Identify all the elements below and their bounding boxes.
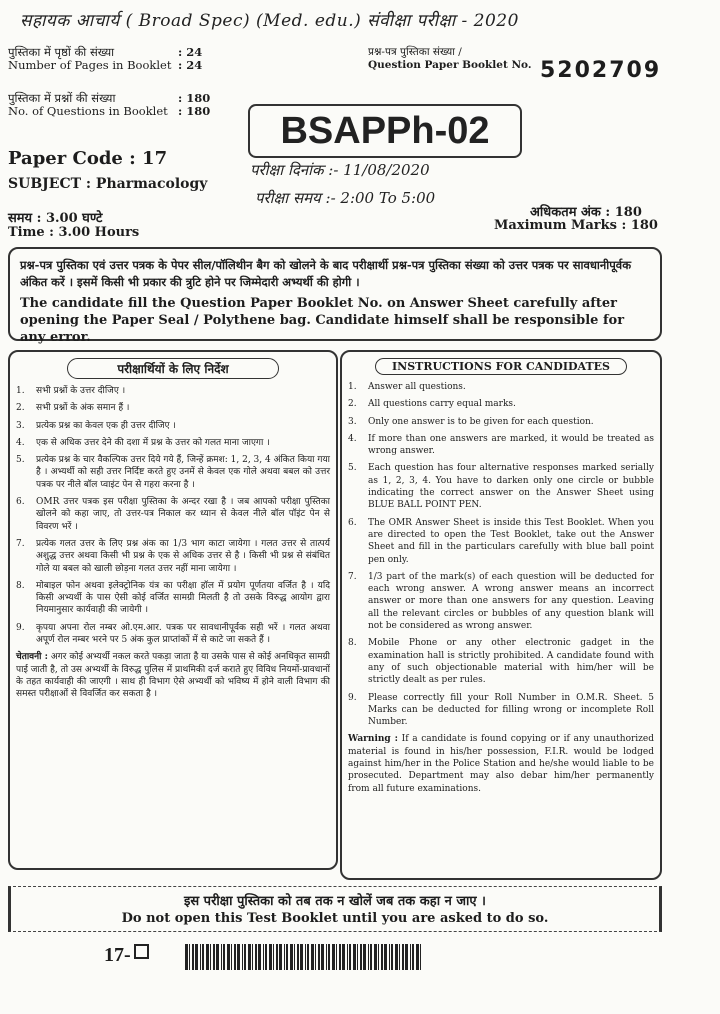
instruction-item bbox=[348, 398, 654, 410]
paper-code-box: BSAPPh-02 bbox=[248, 104, 522, 158]
questions-value-english: : 180 bbox=[178, 104, 211, 118]
instruction-item bbox=[16, 580, 330, 617]
pages-value: : 24 bbox=[178, 45, 203, 59]
questions-label-hindi: पुस्तिका में प्रश्नों की संख्या bbox=[8, 91, 116, 105]
instruction-item bbox=[16, 454, 330, 491]
instruction-item bbox=[16, 496, 330, 533]
hindi-warning-note bbox=[16, 651, 330, 700]
instruction-item bbox=[16, 420, 330, 432]
do-not-open-notice bbox=[8, 886, 662, 932]
item-text: The OMR Answer Sheet is inside this Test Booklet. When you are directed to open the Test Booklet, take out the Answer Sheet and fill in the particulars carefully with blue ball point pen only. bbox=[368, 517, 654, 565]
instruction-item bbox=[16, 538, 330, 575]
instruction-item bbox=[348, 416, 654, 428]
item-text: कृपया अपना रोल नम्बर ओ.एम.आर. पत्रक पर सावधानीपूर्वक सही भरें । गलत अथवा अपूर्ण रोल नम्बर भरने पर 5 अंक कुल प्राप्तांकों में से काटे जा सकते हैं । bbox=[36, 622, 330, 646]
item-text: Each question has four alternative responses marked serially as 1, 2, 3, 4. You have to darken only one circle or bubble indicating the correct answer on the Answer Sheet using BLUE BALL POINT PEN. bbox=[368, 463, 654, 511]
item-number: 8. bbox=[348, 638, 357, 649]
questions-value: : 180 bbox=[178, 91, 211, 105]
item-number: 7. bbox=[16, 538, 25, 549]
booklet-number-label bbox=[368, 46, 532, 72]
instruction-item bbox=[16, 402, 330, 414]
handwritten-title: सहायक आचार्य ( Broad Spec) (Med. edu.) संवीक्षा परीक्षा - 2020 bbox=[20, 11, 519, 31]
time-english: Time : 3.00 Hours bbox=[8, 225, 140, 240]
item-text: Only one answer is to be given for each question. bbox=[368, 416, 594, 427]
item-number: 3. bbox=[348, 416, 357, 427]
item-text: Please correctly fill your Roll Number in O.M.R. Sheet. 5 Marks can be deducted for filling wrong or incomplete Roll Number. bbox=[368, 692, 654, 728]
item-text: If more than one answers are marked, it would be treated as wrong answer. bbox=[368, 433, 654, 457]
item-number: 3. bbox=[16, 420, 25, 431]
do-not-open-hindi: इस परीक्षा पुस्तिका को तब तक न खोलें जब तक कहा न जाए । bbox=[183, 894, 486, 909]
handwritten-exam-time: परीक्षा समय :- 2:00 To 5:00 bbox=[255, 189, 436, 207]
instruction-item bbox=[348, 462, 654, 511]
instruction-item bbox=[348, 571, 654, 632]
item-text: Mobile Phone or any other electronic gadget in the examination hall is strictly prohibited. A candidate found with any of such objectionable material with him/her will be strictly dealt as per rules. bbox=[368, 638, 654, 686]
instruction-item bbox=[348, 692, 654, 729]
paper-code: Paper Code : 17 bbox=[8, 148, 168, 169]
english-instructions bbox=[340, 350, 662, 880]
item-number: 7. bbox=[348, 571, 357, 582]
instruction-item bbox=[348, 637, 654, 686]
item-number: 4. bbox=[16, 437, 25, 448]
item-text: प्रत्येक गलत उत्तर के लिए प्रश्न अंक का 1/3 भाग काटा जायेगा । गलत उत्तर से तात्पर्य अशुद्ध उत्तर अथवा किसी भी प्रश्न के एक से अधिक उत्तर से है । किसी भी प्रश्न से संबंधित गोले या बबल को खाली छोड़ना गलत उत्तर नहीं माना जायेगा । bbox=[36, 538, 330, 574]
instruction-item bbox=[348, 517, 654, 566]
instruction-item bbox=[348, 381, 654, 393]
item-text: एक से अधिक उत्तर देने की दशा में प्रश्न के उत्तर को गलत माना जाएगा । bbox=[36, 437, 270, 448]
note-lead: चेतावनी : bbox=[16, 652, 48, 663]
item-number: 2. bbox=[348, 399, 357, 410]
booklet-number-label-english: Question Paper Booklet No. bbox=[368, 59, 532, 71]
warning-english: The candidate fill the Question Paper Booklet No. on Answer Sheet carefully after opening the Paper Seal / Polythene bag. Candidate himself shall be responsible for any error. bbox=[20, 296, 625, 345]
instruction-item bbox=[348, 433, 654, 458]
hindi-instructions bbox=[8, 350, 338, 870]
item-text: प्रत्येक प्रश्न का केवल एक ही उत्तर दीजिए । bbox=[36, 420, 176, 431]
item-number: 6. bbox=[16, 497, 25, 508]
max-marks-hindi: अधिकतम अंक : 180 bbox=[530, 205, 642, 220]
item-text: Answer all questions. bbox=[368, 382, 466, 392]
note-text: If a candidate is found copying or if any unauthorized material is found in his/her possession, F.I.R. would be lodged against him/her in the Police Station and he/she would liable to be prosecuted. Department may also debar him/her permanently from all future examinations. bbox=[348, 734, 654, 794]
time-hindi: समय : 3.00 घण्टे bbox=[8, 211, 103, 226]
questions-count bbox=[8, 92, 248, 118]
booklet-warning-box bbox=[8, 247, 662, 345]
item-text: OMR उत्तर पत्रक इस परीक्षा पुस्तिका के अन्दर रखा है । जब आपको परीक्षा पुस्तिका खोलने को कहा जाए, तो उत्तर-पत्र निकाल कर ध्यान से केवल नीले बॉल पॉइंट पेन से विवरण भरें । bbox=[36, 497, 330, 532]
item-number: 6. bbox=[348, 517, 357, 528]
do-not-open-english: Do not open this Test Booklet until you are asked to do so. bbox=[121, 911, 549, 926]
hindi-instructions-title: परीक्षार्थियों के लिए निर्देश bbox=[67, 358, 279, 379]
item-number: 1. bbox=[16, 386, 25, 396]
handwritten-exam-date: परीक्षा दिनांक :- 11/08/2020 bbox=[250, 161, 430, 179]
note-lead: Warning : bbox=[348, 734, 398, 745]
warning-hindi: प्रश्न-पत्र पुस्तिका एवं उत्तर पत्रक के पेपर सील/पॉलिथीन बैग को खोलने के बाद परीक्षार्थी प्रश्न-पत्र पुस्तिका संख्या को उत्तर पत्रक पर सावधानीपूर्वक अंकित करें । इसमें किसी भी प्रकार की त्रुटि होने पर जिम्मेदारी अभ्यर्थी की होगी । bbox=[20, 258, 632, 289]
item-number: 8. bbox=[16, 580, 25, 591]
booklet-number-label-hindi: प्रश्न-पत्र पुस्तिका संख्या / bbox=[368, 46, 462, 58]
instruction-item bbox=[16, 437, 330, 449]
page-label bbox=[104, 944, 149, 967]
item-text: मोबाइल फोन अथवा इलेक्ट्रोनिक यंत्र का परीक्षा हॉल में प्रयोग पूर्णतया वर्जित है । यदि किसी अभ्यर्थी के पास ऐसी कोई वर्जित सामग्री मिलती है तो उसके विरुद्ध आयोग द्वारा नियमानुसार कार्यवाही की जायेगी । bbox=[36, 580, 330, 616]
item-number: 2. bbox=[16, 403, 25, 414]
item-number: 9. bbox=[348, 692, 357, 703]
english-instructions-title: INSTRUCTIONS FOR CANDIDATES bbox=[375, 358, 627, 375]
item-number: 5. bbox=[16, 455, 25, 466]
item-number: 4. bbox=[348, 433, 357, 444]
questions-label-english: No. of Questions in Booklet bbox=[8, 104, 168, 118]
barcode-icon bbox=[185, 944, 425, 970]
item-text: सभी प्रश्नों के अंक समान हैं । bbox=[36, 403, 130, 414]
subject: SUBJECT : Pharmacology bbox=[8, 176, 208, 192]
pages-label-hindi: पुस्तिका में पृष्ठों की संख्या bbox=[8, 45, 115, 59]
pages-count bbox=[8, 46, 248, 72]
pages-value-english: : 24 bbox=[178, 58, 203, 72]
note-text: अगर कोई अभ्यर्थी नकल करते पकड़ा जाता है या उसके पास से कोई अनधिकृत सामग्री पाई जाती है, तो उस अभ्यर्थी के विरुद्ध पुलिस में प्राथमिकी दर्ज कराते हुए विविध नियमों-प्रावधानों के तहत कार्यवाही की जाएगी । साथ ही विभाग ऐसे अभ्यर्थी को भविष्य में होने वाली विभाग की समस्त परीक्षाओं से विवर्जित कर सकता है । bbox=[16, 652, 330, 700]
checkbox-square-icon bbox=[134, 944, 149, 959]
item-text: प्रत्येक प्रश्न के चार वैकल्पिक उत्तर दिये गये हैं, जिन्हें क्रमश: 1, 2, 3, 4 अंकित किया गया है । अभ्यर्थी को सही उत्तर निर्दिष्ट करते हुए उनमें से केवल एक गोले अथवा बबल को उत्तर पत्रक पर नीले बॉल प्वाइंट पेन से गहरा करना है । bbox=[36, 455, 330, 490]
pages-label-english: Number of Pages in Booklet bbox=[8, 58, 172, 72]
instruction-item bbox=[16, 622, 330, 647]
booklet-number: 5202709 bbox=[540, 58, 662, 83]
item-number: 9. bbox=[16, 622, 25, 633]
english-warning-note bbox=[348, 733, 654, 794]
instruction-item bbox=[16, 385, 330, 397]
item-number: 5. bbox=[348, 463, 357, 474]
item-number: 1. bbox=[348, 382, 357, 392]
item-text: All questions carry equal marks. bbox=[368, 399, 516, 410]
item-text: सभी प्रश्नों के उत्तर दीजिए । bbox=[36, 386, 126, 396]
item-text: 1/3 part of the mark(s) of each question will be deducted for each wrong answer. A wrong answer means an incorrect answer or more than one answers for any question. Leaving all the relevant circles or bubbles of any question blank will not be considered as wrong answer. bbox=[368, 571, 654, 632]
max-marks-english: Maximum Marks : 180 bbox=[494, 218, 658, 233]
page-label-text: 17- bbox=[104, 944, 131, 966]
